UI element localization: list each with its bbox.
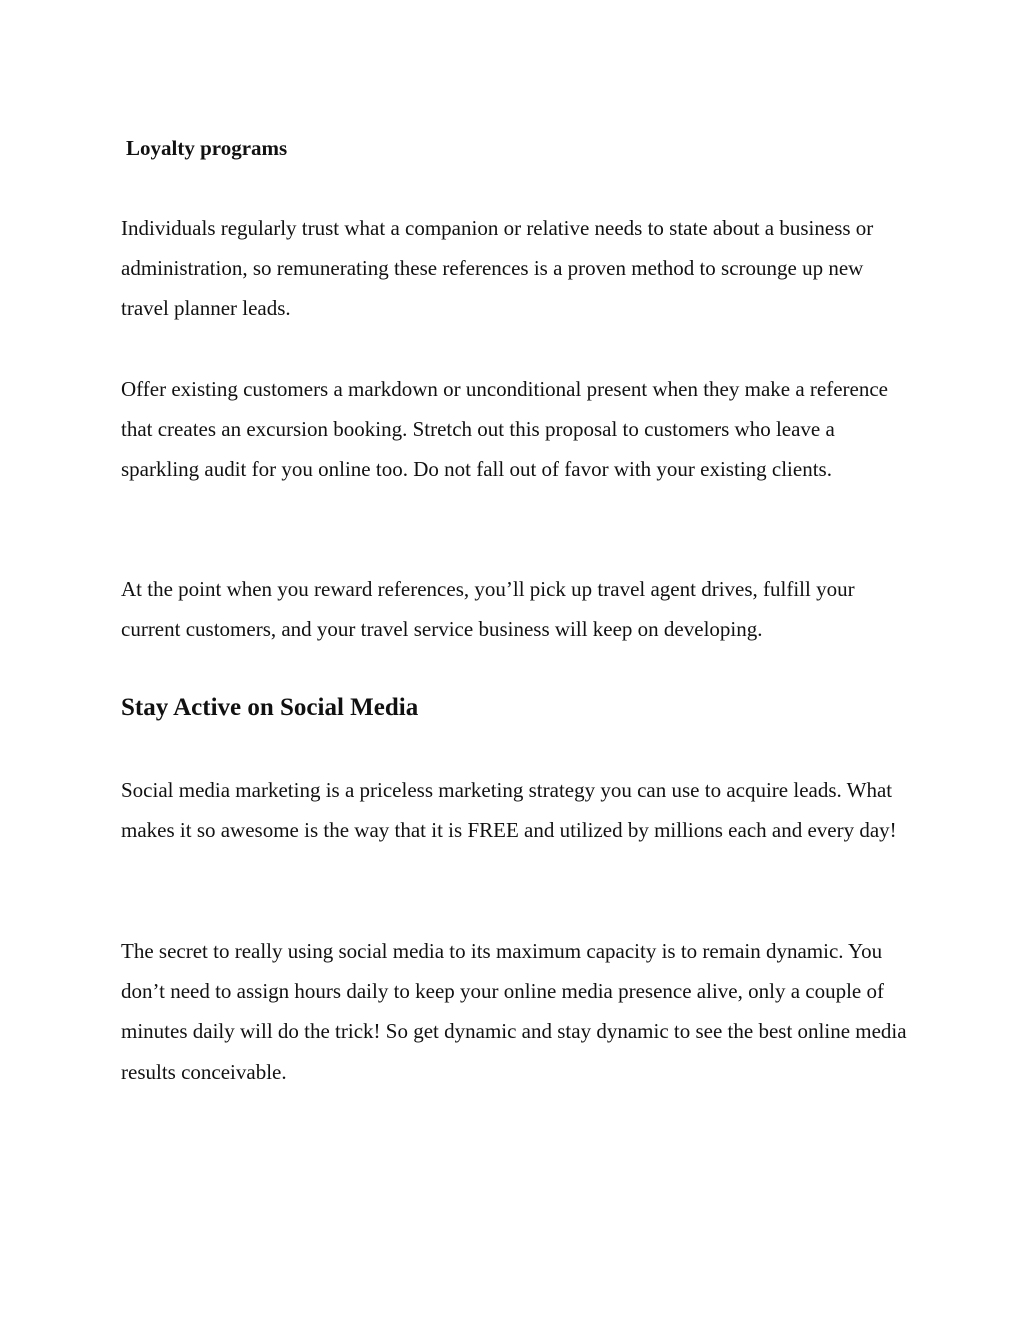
paragraph-social-media-marketing: Social media marketing is a priceless marketing strategy you can use to acquire leads. What makes it so awesome is the way that it is FREE and utilized by millions each and every day! (121, 778, 897, 843)
paragraph-reward-references: At the point when you reward references, you’ll pick up travel agent drives, fulfill your current customers, and your travel service business will keep on developing. (121, 577, 855, 642)
paragraph-remain-dynamic: The secret to really using social media to its maximum capacity is to remain dynamic. You don’t need to assign hours daily to keep your online media presence alive, only a couple of minutes daily will do the trick! So get dynamic and stay dynamic to see the best online media results conceivable. (121, 939, 907, 1084)
section-heading-loyalty-programs: Loyalty programs (126, 136, 288, 160)
paragraph-offer-customers: Offer existing customers a markdown or unconditional present when they make a reference that creates an excursion booking. Stretch out this proposal to customers who leave a sparkling audit for you online too. Do not fall out of favor with your existing clients. (121, 377, 889, 482)
paragraph-referrals-trust: Individuals regularly trust what a companion or relative needs to state about a business or administration, so remunerating these references is a proven method to scrounge up new travel planner leads. (121, 216, 874, 321)
section-heading-social-media: Stay Active on Social Media (121, 694, 419, 721)
